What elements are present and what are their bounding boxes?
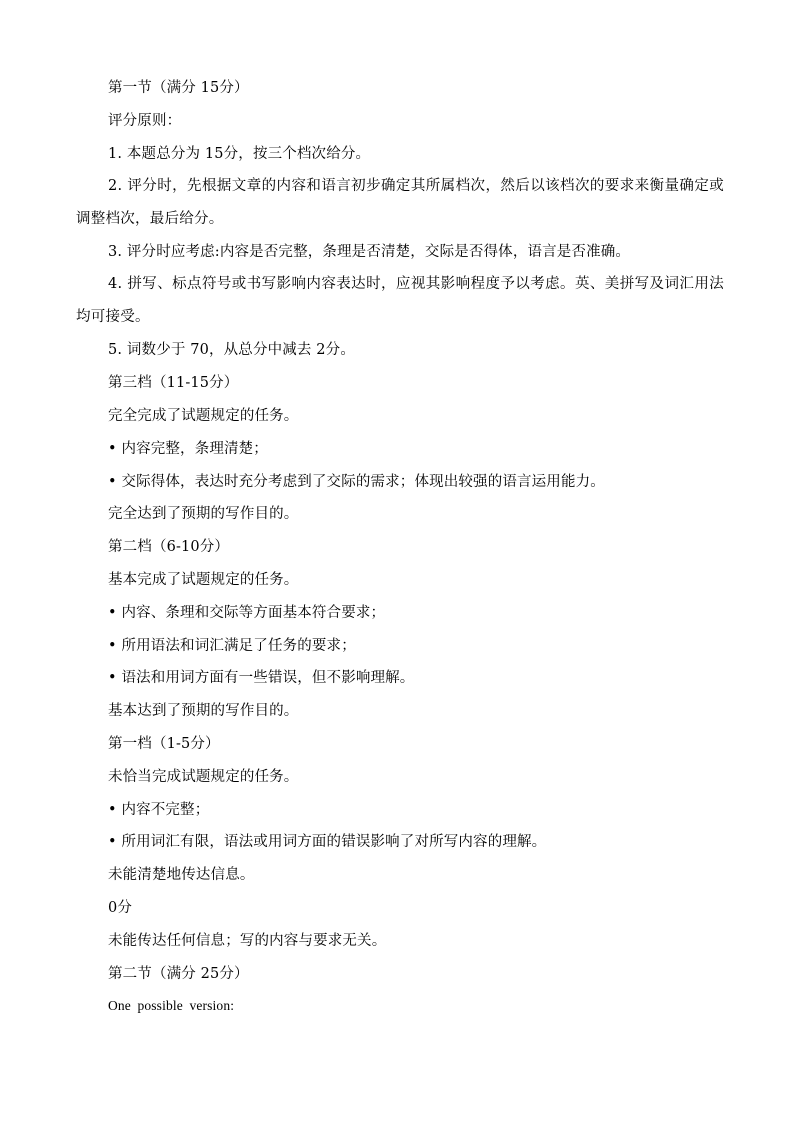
rule-2: 2. 评分时，先根据文章的内容和语言初步确定其所属档次，然后以该档次的要求来衡量确定或调整档次，最后给分。 bbox=[76, 178, 724, 227]
section2-heading: 第二节（满分 25分） bbox=[108, 965, 249, 982]
rule-3: 3. 评分时应考虑:内容是否完整，条理是否清楚，交际是否得体，语言是否准确。 bbox=[108, 243, 631, 260]
tier-3-bullet: • 交际得体，表达时充分考虑到了交际的需求；体现出较强的语言运用能力。 bbox=[108, 473, 605, 490]
sample-version-label: One possible version: bbox=[108, 998, 235, 1014]
rule-5: 5. 词数少于 70，从总分中减去 2分。 bbox=[108, 342, 355, 359]
tier-1-title: 第一档（1-5分） bbox=[108, 735, 220, 752]
tier-2-bullet: • 所用语法和词汇满足了任务的要求； bbox=[108, 637, 356, 654]
tier-0-desc: 未能传达任何信息；写的内容与要求无关。 bbox=[108, 932, 387, 949]
tier-3-title: 第三档（11-15分） bbox=[108, 375, 239, 392]
tier-2-bullet: • 语法和用词方面有一些错误，但不影响理解。 bbox=[108, 670, 415, 687]
rule-4: 4. 拼写、标点符号或书写影响内容表达时，应视其影响程度予以考虑。英、美拼写及词汇用法均可接受。 bbox=[76, 276, 724, 326]
tier-1-summary: 未恰当完成试题规定的任务。 bbox=[108, 768, 299, 785]
document-body bbox=[76, 78, 724, 1029]
tier-3-bullet: • 内容完整，条理清楚； bbox=[108, 440, 268, 457]
section1-heading: 第一节（满分 15分） bbox=[108, 80, 249, 96]
tier-3-result: 完全达到了预期的写作目的。 bbox=[108, 506, 299, 523]
rule-1: 1. 本题总分为 15分，按三个档次给分。 bbox=[108, 145, 371, 162]
tier-2-result: 基本达到了预期的写作目的。 bbox=[108, 703, 299, 720]
tier-1-bullet: • 所用词汇有限，语法或用词方面的错误影响了对所写内容的理解。 bbox=[108, 834, 547, 851]
tier-1-bullet: • 内容不完整； bbox=[108, 801, 210, 818]
tier-2-bullet: • 内容、条理和交际等方面基本符合要求； bbox=[108, 604, 386, 621]
scoring-principles-title: 评分原则： bbox=[108, 112, 182, 129]
tier-2-title: 第二档（6-10分） bbox=[108, 539, 230, 556]
tier-1-result: 未能清楚地传达信息。 bbox=[108, 867, 255, 884]
tier-2-summary: 基本完成了试题规定的任务。 bbox=[108, 571, 299, 588]
tier-0-title: 0分 bbox=[108, 899, 133, 916]
tier-3-summary: 完全完成了试题规定的任务。 bbox=[108, 407, 299, 424]
